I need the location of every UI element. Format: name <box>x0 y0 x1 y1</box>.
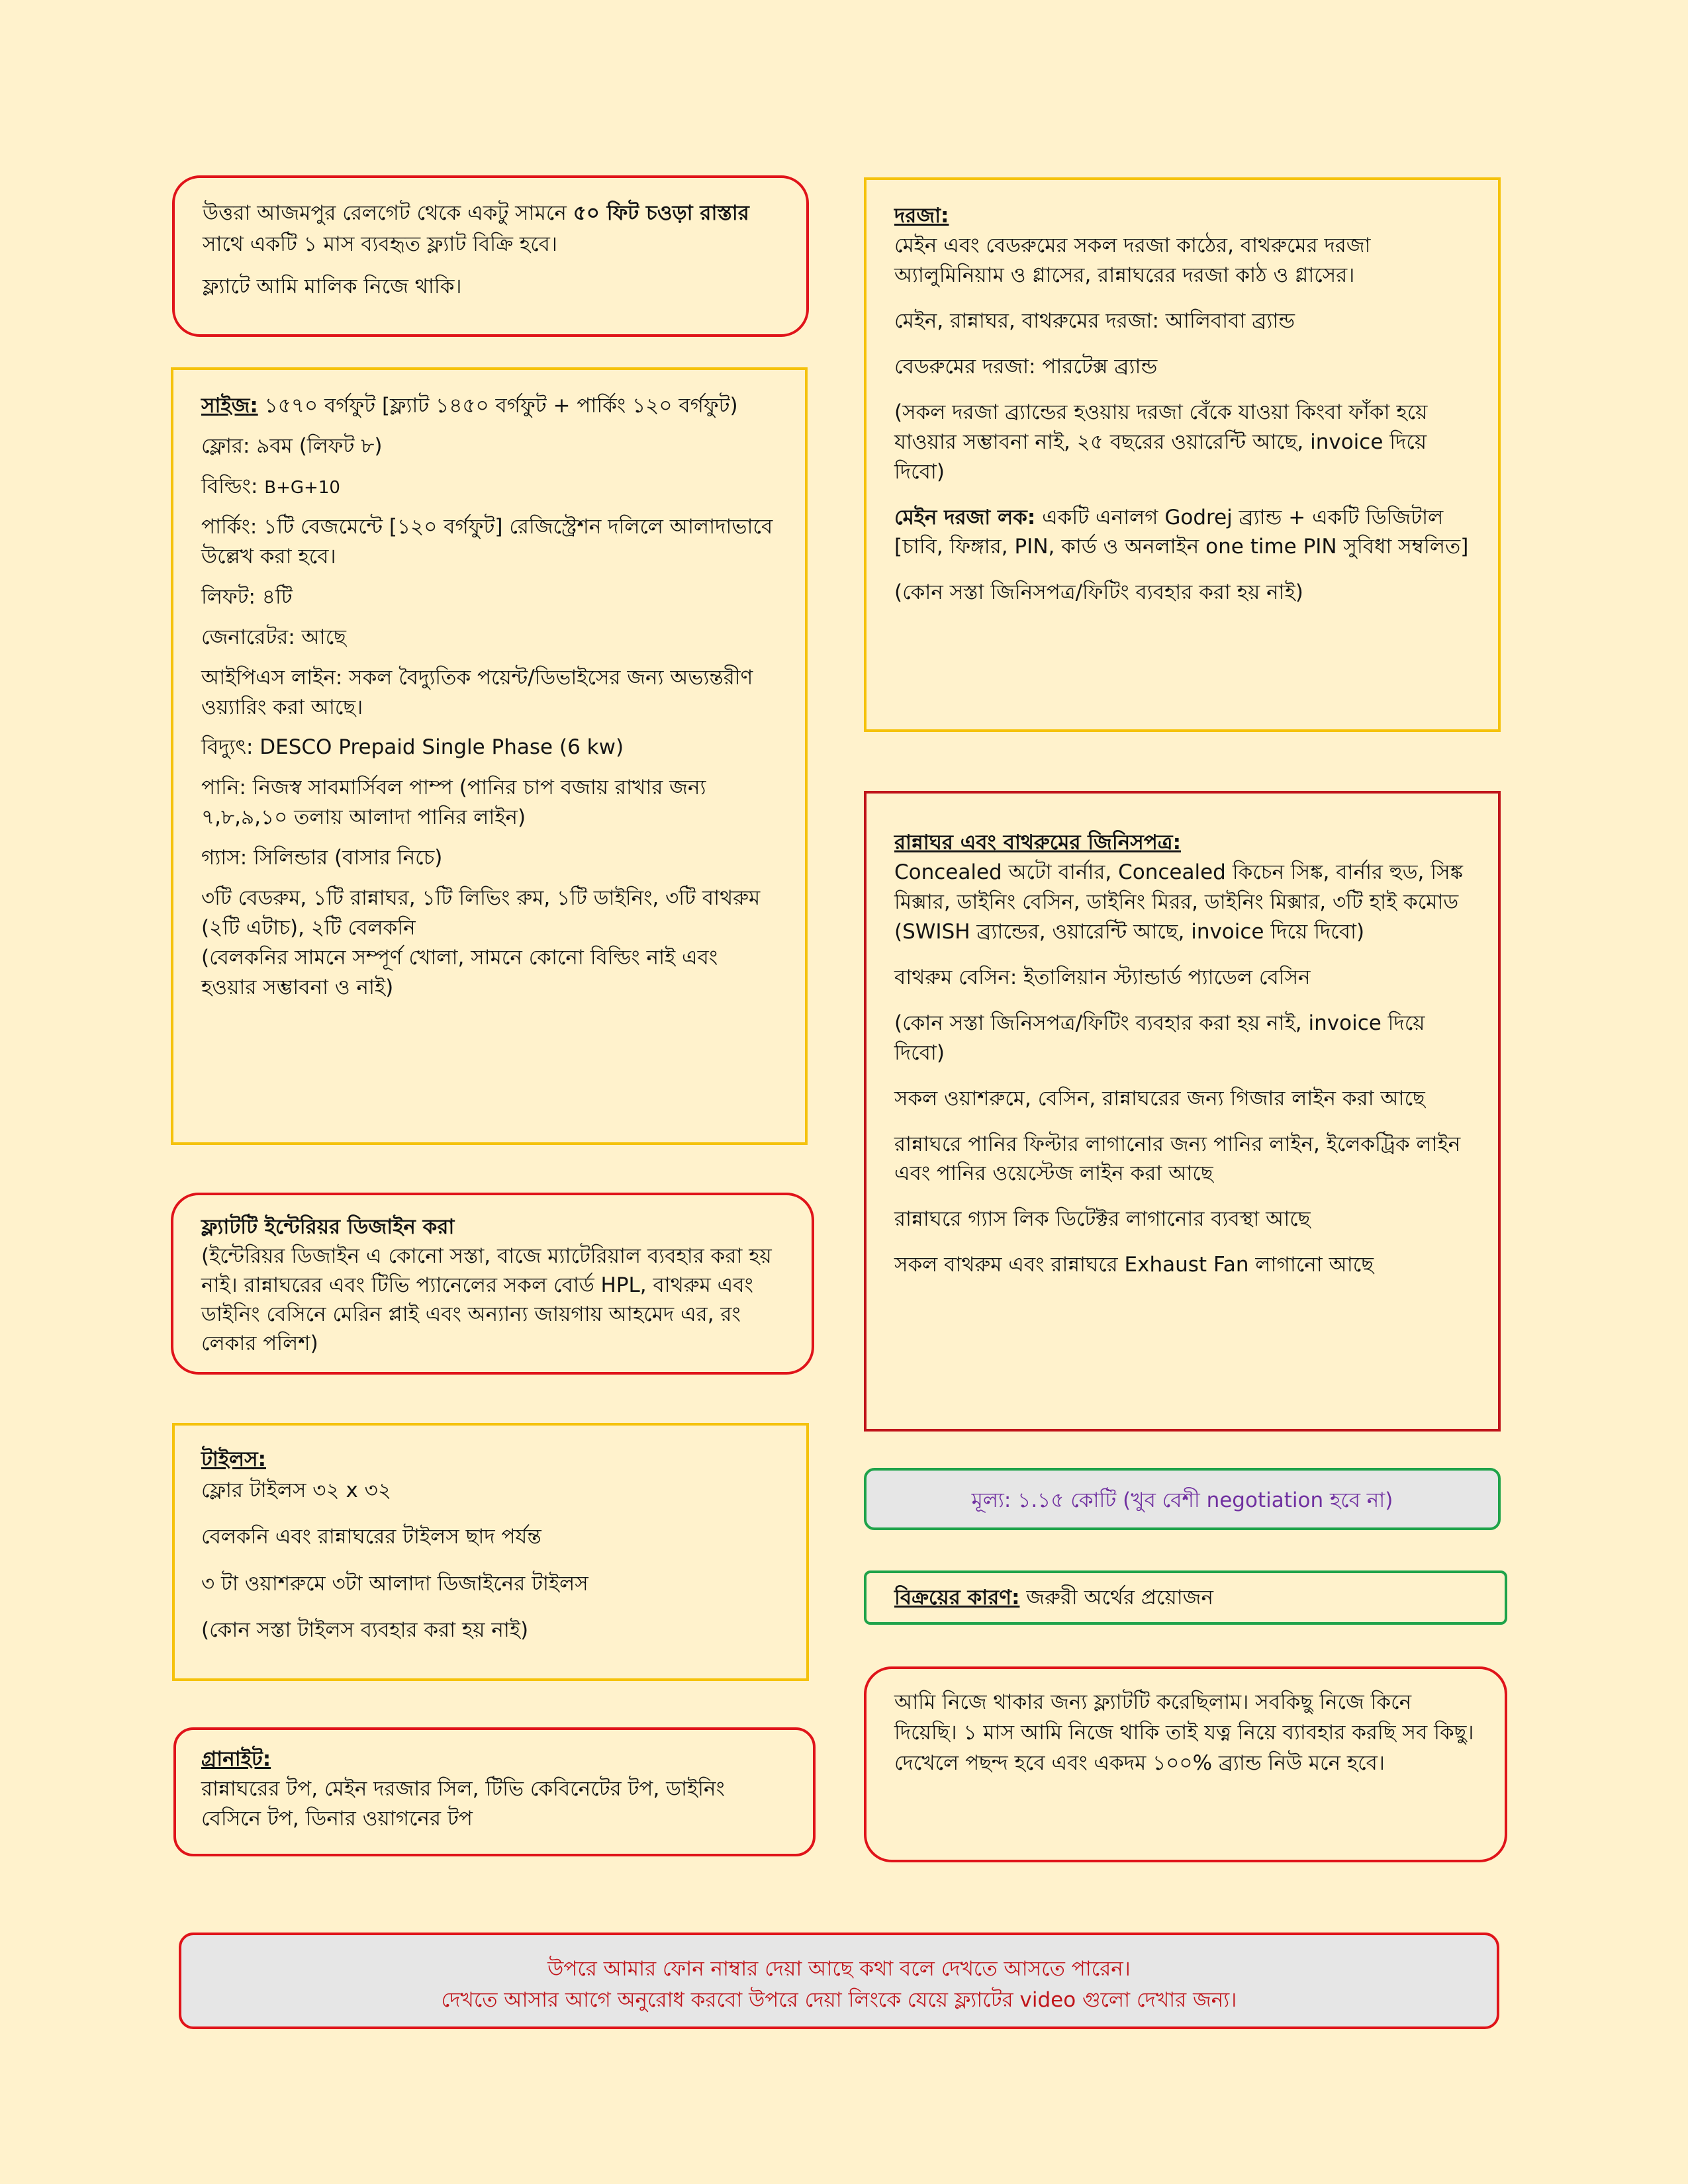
doors-main-brand: মেইন, রান্নাঘর, বাথরুমের দরজা: আলিবাবা ব্র্যান্ড <box>894 308 1295 333</box>
reason-label: বিক্রয়ের কারণ: <box>894 1586 1020 1610</box>
fixtures-exhaust: সকল বাথরুম এবং রান্নাঘরে Exhaust Fan লাগানো আছে <box>894 1253 1374 1277</box>
granite-body: রান্নাঘরের টপ, মেইন দরজার সিল, টিভি কেবিনেটের টপ, ডাইনিং বেসিনে টপ, ডিনার ওয়াগনের টপ <box>201 1776 725 1831</box>
granite-box <box>173 1727 816 1856</box>
reason-box <box>864 1570 1507 1625</box>
tiles-washroom: ৩ টা ওয়াশরুমে ৩টা আলাদা ডিজাইনের টাইলস <box>201 1571 588 1596</box>
location-pre: উত্তরা আজমপুর রেলগেট থেকে একটু সামনে <box>203 201 573 225</box>
spec-lift: লিফট: ৪টি <box>201 584 293 609</box>
size-value: ১৫৭০ বর্গফুট [ফ্ল্যাট ১৪৫০ বর্গফুট + পার্কিং ১২০ বর্গফুট) <box>258 394 738 418</box>
tiles-box <box>172 1423 809 1681</box>
tiles-floor <box>201 1444 780 1506</box>
reason-value: জরুরী অর্থের প্রয়োজন <box>1019 1586 1214 1610</box>
fixtures-title: রান্নাঘর এবং বাথরুমের জিনিসপত্র: <box>894 831 1181 854</box>
doors-title: দরজা: <box>894 204 949 228</box>
fixtures-box <box>864 791 1501 1432</box>
location-post: সাথে একটি ১ মাস ব্যবহৃত ফ্ল্যাট বিক্রি হবে। <box>203 232 557 256</box>
spec-building <box>201 472 777 502</box>
tiles-balcony: বেলকনি এবং রান্নাঘরের টাইলস ছাদ পর্যন্ত <box>201 1525 541 1549</box>
owner-note: ফ্ল্যাটে আমি মালিক নিজে থাকি। <box>203 275 462 298</box>
rooms-text: ৩টি বেডরুম, ১টি রান্নাঘর, ১টি লিভিং রুম, ১টি ডাইনিং, ৩টি বাথরুম (২টি এটাচ), ২টি বেলকনি <box>201 886 761 940</box>
footer-line-2: দেখতে আসার আগে অনুরোধ করবো উপরে দেয়া লিংকে যেয়ে ফ্ল্যাটের video গুলো দেখার জন্য। <box>441 1987 1237 2012</box>
doors-material-text: মেইন এবং বেডরুমের সকল দরজা কাঠের, বাথরুমের দরজা অ্যালুমিনিয়াম ও গ্লাসের, রান্নাঘরের দরজা কাঠ ও গ্লাসের। <box>894 233 1371 287</box>
fixtures-note: (কোন সস্তা জিনিসপত্র/ফিটিং ব্যবহার করা হয় নাই, invoice দিয়ে দিবো) <box>894 1011 1425 1065</box>
footer-box <box>179 1933 1499 2029</box>
location-text <box>203 198 778 259</box>
specs-box <box>171 367 808 1145</box>
fixtures-filter: রান্নাঘরে পানির ফিল্টার লাগানোর জন্য পানির লাইন, ইলেকট্রিক লাইন এবং পানির ওয়েস্টেজ লাইন করা আছে <box>894 1132 1461 1186</box>
spec-parking: পার্কিং: ১টি বেজমেন্টে [১২০ বর্গফুট] রেজিস্ট্রেশন দলিলে আলাদাভাবে উল্লেখ করা হবে। <box>201 514 773 569</box>
balcony-note: (বেলকনির সামনে সম্পূর্ণ খোলা, সামনে কোনো বিল্ডিং নাই এবং হওয়ার সম্ভাবনা ও নাই) <box>201 946 718 999</box>
tiles-title: টাইলস: <box>201 1447 266 1471</box>
price-box <box>864 1468 1501 1530</box>
tiles-floor-text: ফ্লোর টাইলস ৩২ x ৩২ <box>201 1478 391 1502</box>
spec-rooms <box>201 884 777 1003</box>
building-value: B+G+10 <box>264 477 340 498</box>
fixtures-list <box>894 828 1470 947</box>
interior-title: ফ্ল্যাটটি ইন্টেরিয়র ডিজাইন করা <box>201 1215 455 1239</box>
doors-lock <box>894 503 1470 563</box>
personal-box <box>864 1666 1507 1862</box>
doors-box <box>864 177 1501 732</box>
doors-warranty: (সকল দরজা ব্র্যান্ডের হওয়ায় দরজা বেঁকে যাওয়া কিংবা ফাঁকা হয়ে যাওয়ার সম্ভাবনা নাই, ২৫ বছরের ওয়ারেন্টি আছে, invoice দিয়ে দিবো) <box>894 400 1428 484</box>
granite-title: গ্রানাইট: <box>201 1747 271 1771</box>
fixtures-list-text: Concealed অটো বার্নার, Concealed কিচেন সিঙ্ক, বার্নার হুড, সিঙ্ক মিক্সার, ডাইনিং বেসিন, ডাইনিং মিরর, ডাইনিং মিক্সার, ৩টি হাই কমোড <box>894 860 1463 914</box>
fixtures-brand: (SWISH ব্র্যান্ডের, ওয়ারেন্টি আছে, invoice দিয়ে দিবো) <box>894 919 1365 944</box>
interior-box <box>171 1193 814 1375</box>
doors-material <box>894 201 1470 291</box>
size-label: সাইজ: <box>201 394 258 418</box>
price-text: মূল্য: ১.১৫ কোটি (খুব বেশী negotiation হবে না) <box>971 1488 1393 1512</box>
interior-body: (ইন্টেরিয়র ডিজাইন এ কোনো সস্তা, বাজে ম্যাটেরিয়াল ব্যবহার করা হয় নাই। রান্নাঘরের এবং টিভি প্যানেলের সকল বোর্ড HPL, বাথরুম এবং ডাইনিং বেসিনে মেরিন প্লাই এবং অন্যান্য জায়গায় আহমেদ এর, রং লেকার পলিশ) <box>201 1244 772 1356</box>
spec-ips: আইপিএস লাইন: সকল বৈদ্যুতিক পয়েন্ট/ডিভাইসের জন্য অভ্যন্তরীণ ওয়্যারিং করা আছে। <box>201 665 753 719</box>
location-box <box>172 175 809 337</box>
doors-note: (কোন সস্তা জিনিসপত্র/ফিটিং ব্যবহার করা হয় নাই) <box>894 580 1303 605</box>
footer-line-1: উপরে আমার ফোন নাম্বার দেয়া আছে কথা বলে দেখতে আসতে পারেন। <box>547 1957 1131 1981</box>
spec-gas: গ্যাস: সিলিন্ডার (বাসার নিচে) <box>201 846 443 870</box>
spec-size <box>201 391 777 421</box>
lock-label: মেইন দরজা লক: <box>894 505 1036 529</box>
spec-floor: ফ্লোর: ৯বম (লিফট ৮) <box>201 433 383 458</box>
spec-electricity: বিদ্যুৎ: DESCO Prepaid Single Phase (6 kw) <box>201 735 624 760</box>
spec-generator: জেনারেটর: আছে <box>201 625 346 649</box>
road-width: ৫০ ফিট চওড়া রাস্তার <box>573 201 749 225</box>
tiles-note: (কোন সস্তা টাইলস ব্যবহার করা হয় নাই) <box>201 1618 529 1642</box>
fixtures-geyser: সকল ওয়াশরুমে, বেসিন, রান্নাঘরের জন্য গিজার লাইন করা আছে <box>894 1086 1425 1111</box>
lock-value: একটি এনালগ Godrej ব্র্যান্ড + একটি ডিজিটাল [চাবি, ফিঙ্গার, PIN, কার্ড ও অনলাইন one time PIN সুবিধা সম্বলিত] <box>894 505 1469 559</box>
building-label: বিল্ডিং: <box>201 474 265 498</box>
fixtures-gas-detector: রান্নাঘরে গ্যাস লিক ডিটেক্টর লাগানোর ব্যবস্থা আছে <box>894 1207 1311 1232</box>
doors-bedroom-brand: বেডরুমের দরজা: পারটেক্স ব্র্যান্ড <box>894 354 1158 379</box>
fixtures-basin: বাথরুম বেসিন: ইতালিয়ান স্ট্যান্ডার্ড প্যাডেল বেসিন <box>894 965 1311 989</box>
spec-water: পানি: নিজস্ব সাবমার্সিবল পাম্প (পানির চাপ বজায় রাখার জন্য ৭,৮,৯,১০ তলায় আলাদা পানির লাইন) <box>201 776 706 830</box>
personal-text: আমি নিজে থাকার জন্য ফ্ল্যাটটি করেছিলাম। সবকিছু নিজে কিনে দিয়েছি। ১ মাস আমি নিজে থাকি তাই যত্ন নিয়ে ব্যাবহার করছি সব কিছু। দেখেলে পছন্দ হবে এবং একদম ১০০% ব্র্যান্ড নিউ মনে হবে। <box>894 1690 1474 1775</box>
